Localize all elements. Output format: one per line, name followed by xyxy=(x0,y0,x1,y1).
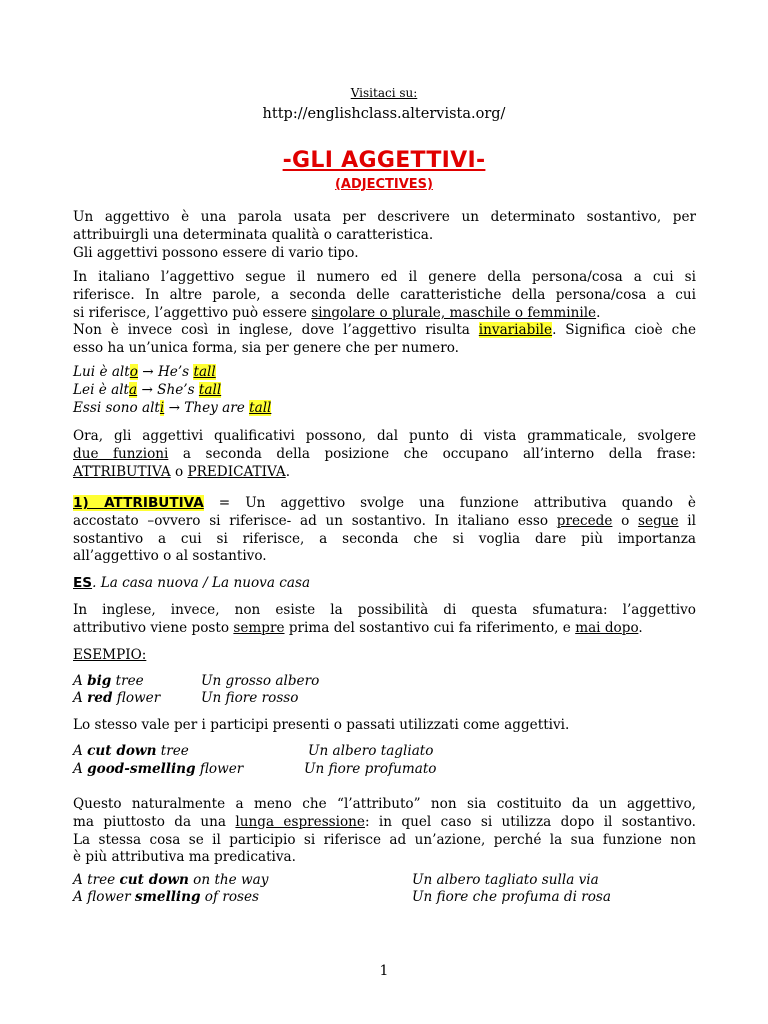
paragraph-line: due funzioni a seconda della posizione che occupano all’interno della frase: xyxy=(73,445,696,462)
paragraph-line: Non è invece così in inglese, dove l’aggettivo risulta invariabile. Significa cioè che xyxy=(73,322,696,339)
invariable-word: tall xyxy=(193,364,216,380)
gender-examples xyxy=(73,364,696,417)
paragraph-line: In italiano l’aggettivo segue il numero ed il genere della persona/cosa a cui si xyxy=(73,269,696,285)
intro-line: attribuirgli una determinata qualità o caratteristica. xyxy=(73,226,434,243)
gender-ending: i xyxy=(159,399,165,416)
paragraph-line: riferisce. In altre parole, a seconda delle caratteristiche della persona/cosa a cui xyxy=(73,286,696,303)
es-line: ES. La casa nuova / La nuova casa xyxy=(73,575,311,591)
exception-paragraph xyxy=(73,796,696,867)
example-row: A big tree Un grosso albero xyxy=(73,673,320,689)
gender-example: Essi sono alti → They are tall xyxy=(73,399,272,416)
paragraph-line: ma piuttosto da una lunga espressione: in quel caso si utilizza dopo il sostantivo. xyxy=(73,813,696,830)
intro-paragraph xyxy=(73,209,696,262)
gender-ending: o xyxy=(129,364,138,380)
paragraph-line: In inglese, invece, non esiste la possibilità di questa sfumatura: l’aggettivo xyxy=(73,602,696,618)
example-row: A good-smelling flower Un fiore profumato xyxy=(73,761,437,777)
attributiva-paragraph xyxy=(73,495,696,566)
example-translation: Un grosso albero xyxy=(201,673,320,689)
paragraph-line: si riferisce, l’aggettivo può essere singolare o plurale, maschile o femminile. xyxy=(73,304,601,321)
gender-example: Lei è alta → She’s tall xyxy=(73,381,222,398)
paragraph-line: Questo naturalmente a meno che “l’attributo” non sia costituito da un aggettivo, xyxy=(73,796,696,812)
underlined-term: singolare o plurale, maschile o femminile xyxy=(311,304,597,321)
paragraph-line: all’aggettivo o al sostantivo. xyxy=(73,548,267,565)
gender-example: Lui è alto → He’s tall xyxy=(73,364,216,380)
intro-line: Gli aggettivi possono essere di vario tipo. xyxy=(73,244,359,261)
invariable-word: tall xyxy=(198,381,222,398)
esempio-label: ESEMPIO: xyxy=(73,647,147,663)
term-predicativa: PREDICATIVA xyxy=(187,463,286,480)
gender-ending: a xyxy=(129,381,138,398)
highlighted-term: invariabile xyxy=(478,322,553,339)
participi-line: Lo stesso vale per i participi presenti o passati utilizzati come aggettivi. xyxy=(73,717,570,733)
paragraph-line: è più attributiva ma predicativa. xyxy=(73,849,296,866)
paragraph-line: Ora, gli aggettivi qualificativi possono, dal punto di vista grammaticale, svolgere xyxy=(73,428,696,444)
example-translation: Un fiore profumato xyxy=(304,761,437,777)
page-title: -GLI AGGETTIVI- xyxy=(282,148,486,173)
example-row: A flower smelling of roses Un fiore che profuma di rosa xyxy=(73,889,612,905)
example-translation: Un albero tagliato xyxy=(308,743,434,759)
es-label: ES xyxy=(73,575,93,591)
example-translation: Un fiore che profuma di rosa xyxy=(412,889,612,905)
invariable-word: tall xyxy=(249,399,272,416)
english-paragraph xyxy=(73,602,696,638)
functions-paragraph xyxy=(73,428,696,481)
page-subtitle: (ADJECTIVES) xyxy=(334,177,433,192)
site-url[interactable]: http://englishclass.altervista.org/ xyxy=(262,106,506,122)
italian-paragraph xyxy=(73,269,696,358)
example-row: A tree cut down on the way Un albero tagliato sulla via xyxy=(73,872,599,888)
intro-line: Un aggettivo è una parola usata per descrivere un determinato sostantivo, per xyxy=(73,209,696,225)
example-translation: Un albero tagliato sulla via xyxy=(412,872,599,888)
example-row: A red flower Un fiore rosso xyxy=(73,690,299,706)
section-heading: 1) ATTRIBUTIVA xyxy=(73,495,204,511)
example-row: A cut down tree Un albero tagliato xyxy=(73,743,434,759)
paragraph-line: La stessa cosa se il participio si riferisce ad un’azione, perché la sua funzione non xyxy=(73,831,696,848)
term-attributiva: ATTRIBUTIVA xyxy=(73,463,171,480)
paragraph-line: esso ha un’unica forma, sia per genere che per numero. xyxy=(73,340,459,357)
paragraph-line: attributivo viene posto sempre prima del sostantivo cui fa riferimento, e mai dopo. xyxy=(73,619,643,636)
visit-label: Visitaci su: xyxy=(350,86,418,100)
paragraph-line: ATTRIBUTIVA o PREDICATIVA. xyxy=(73,463,291,480)
paragraph-line: accostato –ovvero si riferisce- ad un sostantivo. In italiano esso precede o segue il xyxy=(73,512,696,529)
page-number: 1 xyxy=(379,963,389,979)
example-translation: Un fiore rosso xyxy=(201,690,299,706)
paragraph-line: 1) ATTRIBUTIVA = Un aggettivo svolge una funzione attributiva quando è xyxy=(73,495,696,511)
paragraph-line: sostantivo a cui si riferisce, a seconda che si voglia dare più importanza xyxy=(73,530,696,547)
